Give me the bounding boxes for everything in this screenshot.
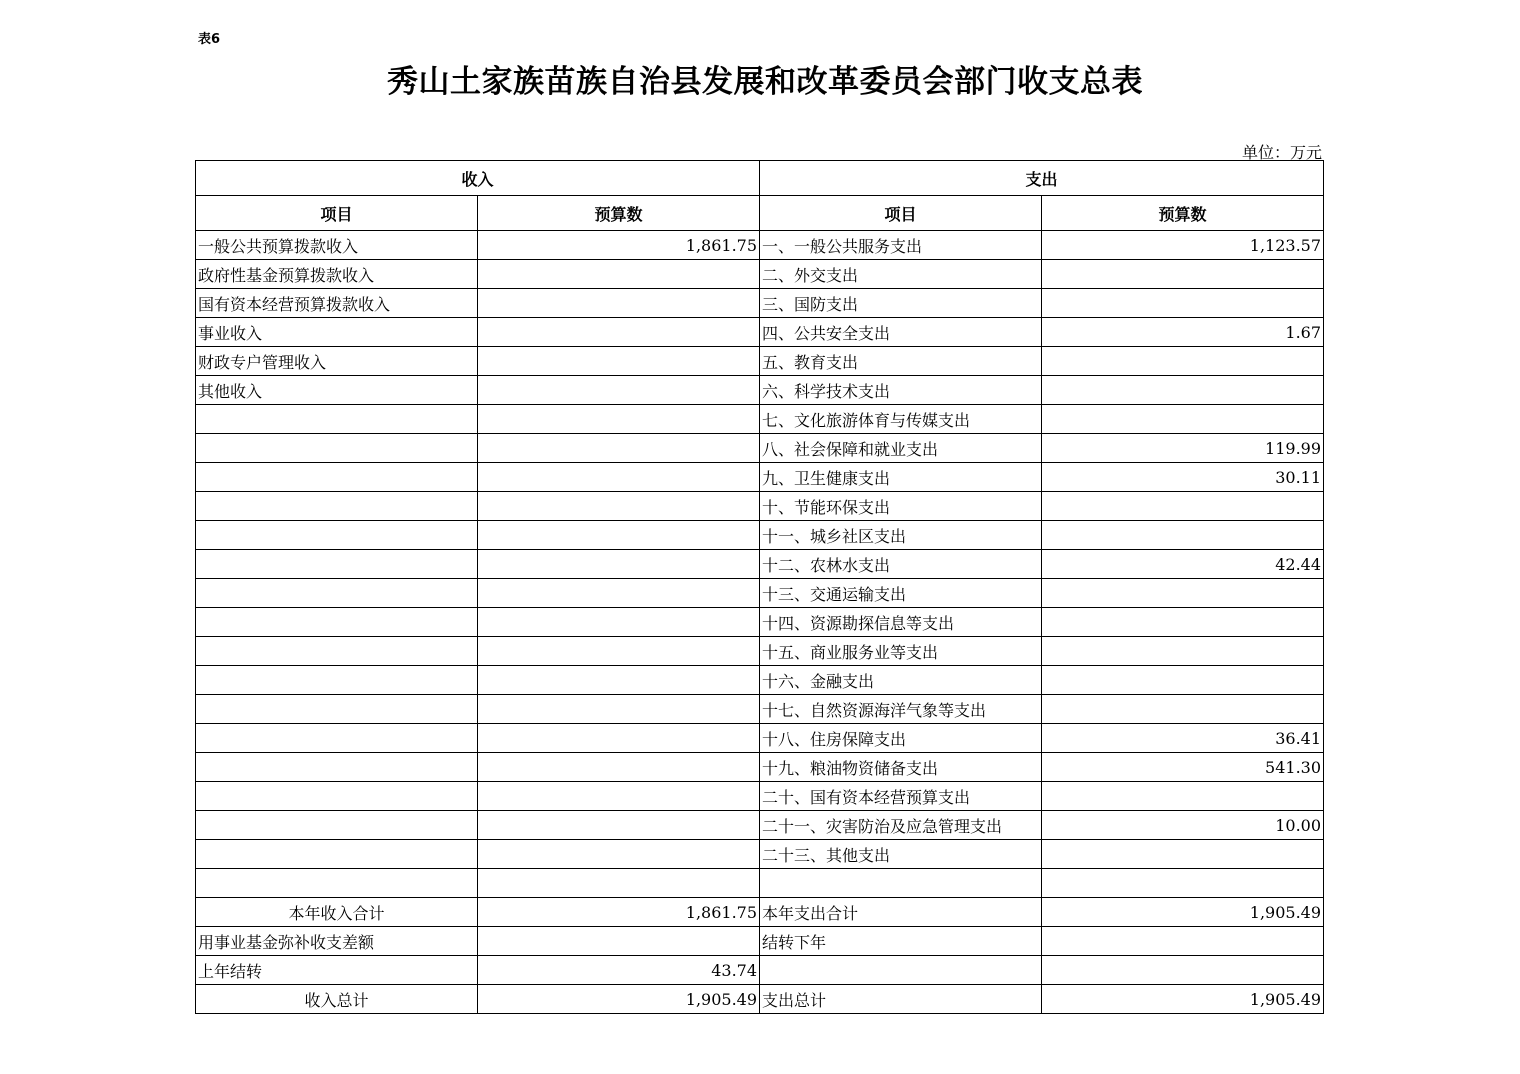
expense-item-cell: 二十三、其他支出 <box>760 840 1042 869</box>
expense-item-cell: 十四、资源勘探信息等支出 <box>760 608 1042 637</box>
income-value-cell <box>478 782 760 811</box>
expense-item-cell: 十六、金融支出 <box>760 666 1042 695</box>
income-item-cell <box>196 753 478 782</box>
expense-item-cell: 二、外交支出 <box>760 260 1042 289</box>
income-value-cell <box>478 318 760 347</box>
table-row <box>196 405 1324 434</box>
expense-value-cell <box>1042 608 1324 637</box>
income-item-cell <box>196 492 478 521</box>
expense-item-cell: 八、社会保障和就业支出 <box>760 434 1042 463</box>
expense-item-cell: 四、公共安全支出 <box>760 318 1042 347</box>
income-value-cell <box>478 579 760 608</box>
empty-cell <box>760 956 1042 985</box>
income-item-cell <box>196 579 478 608</box>
expense-value-cell <box>1042 637 1324 666</box>
income-item-cell <box>196 608 478 637</box>
expense-value-cell <box>1042 869 1324 898</box>
expense-budget-header: 预算数 <box>1042 196 1324 231</box>
expense-value-cell: 30.11 <box>1042 463 1324 492</box>
expense-item-cell: 十一、城乡社区支出 <box>760 521 1042 550</box>
expense-value-cell <box>1042 782 1324 811</box>
table-row <box>196 289 1324 318</box>
table-row <box>196 840 1324 869</box>
table-row <box>196 347 1324 376</box>
expense-item-cell: 七、文化旅游体育与传媒支出 <box>760 405 1042 434</box>
prev-carry-row <box>196 956 1324 985</box>
expense-value-cell <box>1042 666 1324 695</box>
prev-carry-label: 上年结转 <box>196 956 478 985</box>
fund-value <box>478 927 760 956</box>
expense-item-cell: 五、教育支出 <box>760 347 1042 376</box>
expense-value-cell: 541.30 <box>1042 753 1324 782</box>
income-value-cell <box>478 492 760 521</box>
fund-row <box>196 927 1324 956</box>
expense-value-cell <box>1042 260 1324 289</box>
income-value-cell <box>478 724 760 753</box>
expense-value-cell <box>1042 695 1324 724</box>
income-value-cell <box>478 637 760 666</box>
total-income-value: 1,905.49 <box>478 985 760 1014</box>
income-value-cell <box>478 463 760 492</box>
expense-value-cell <box>1042 840 1324 869</box>
table-row <box>196 434 1324 463</box>
income-item-cell <box>196 521 478 550</box>
income-budget-header: 预算数 <box>478 196 760 231</box>
income-value-cell <box>478 434 760 463</box>
year-income-label: 本年收入合计 <box>196 898 478 927</box>
expense-item-cell: 十三、交通运输支出 <box>760 579 1042 608</box>
table-row <box>196 666 1324 695</box>
income-item-cell <box>196 840 478 869</box>
income-value-cell <box>478 811 760 840</box>
income-value-cell <box>478 260 760 289</box>
income-group-header: 收入 <box>196 161 760 196</box>
table-row <box>196 724 1324 753</box>
expense-value-cell: 42.44 <box>1042 550 1324 579</box>
table-row <box>196 811 1324 840</box>
expense-value-cell <box>1042 289 1324 318</box>
fund-label: 用事业基金弥补收支差额 <box>196 927 478 956</box>
income-value-cell <box>478 840 760 869</box>
income-value-cell <box>478 869 760 898</box>
income-value-cell <box>478 289 760 318</box>
column-header-row <box>196 196 1324 231</box>
income-item-cell <box>196 782 478 811</box>
expense-item-cell: 二十、国有资本经营预算支出 <box>760 782 1042 811</box>
income-value-cell <box>478 347 760 376</box>
expense-value-cell: 119.99 <box>1042 434 1324 463</box>
income-item-cell <box>196 637 478 666</box>
table-row <box>196 318 1324 347</box>
table-row <box>196 260 1324 289</box>
income-item-cell <box>196 550 478 579</box>
income-item-cell: 其他收入 <box>196 376 478 405</box>
table-row <box>196 521 1324 550</box>
income-item-cell <box>196 695 478 724</box>
income-item-header: 项目 <box>196 196 478 231</box>
income-item-cell <box>196 463 478 492</box>
income-value-cell <box>478 405 760 434</box>
expense-item-cell: 一、一般公共服务支出 <box>760 231 1042 260</box>
expense-item-cell: 十二、农林水支出 <box>760 550 1042 579</box>
table-row <box>196 695 1324 724</box>
table-row <box>196 231 1324 260</box>
expense-item-cell: 十九、粮油物资储备支出 <box>760 753 1042 782</box>
table-row <box>196 492 1324 521</box>
expense-item-cell: 三、国防支出 <box>760 289 1042 318</box>
expense-value-cell <box>1042 492 1324 521</box>
income-value-cell <box>478 376 760 405</box>
table-row <box>196 463 1324 492</box>
year-income-value: 1,861.75 <box>478 898 760 927</box>
income-item-cell <box>196 869 478 898</box>
carry-next-label: 结转下年 <box>760 927 1042 956</box>
expense-value-cell: 36.41 <box>1042 724 1324 753</box>
expense-value-cell <box>1042 405 1324 434</box>
income-item-cell: 财政专户管理收入 <box>196 347 478 376</box>
year-expense-label: 本年支出合计 <box>760 898 1042 927</box>
table-row <box>196 579 1324 608</box>
expense-item-cell: 二十一、灾害防治及应急管理支出 <box>760 811 1042 840</box>
year-total-row <box>196 898 1324 927</box>
table-row <box>196 608 1324 637</box>
income-item-cell <box>196 666 478 695</box>
expense-item-cell <box>760 869 1042 898</box>
income-item-cell: 政府性基金预算拨款收入 <box>196 260 478 289</box>
page-title: 秀山土家族苗族自治县发展和改革委员会部门收支总表 <box>387 64 1143 100</box>
table-row <box>196 376 1324 405</box>
expense-value-cell: 1,123.57 <box>1042 231 1324 260</box>
income-value-cell: 1,861.75 <box>478 231 760 260</box>
expense-group-header: 支出 <box>760 161 1324 196</box>
unit-label: 单位：万元 <box>1241 143 1322 162</box>
expense-value-cell <box>1042 347 1324 376</box>
income-item-cell <box>196 724 478 753</box>
income-value-cell <box>478 695 760 724</box>
expense-value-cell <box>1042 579 1324 608</box>
expense-item-cell: 十七、自然资源海洋气象等支出 <box>760 695 1042 724</box>
expense-value-cell: 10.00 <box>1042 811 1324 840</box>
expense-item-cell: 十、节能环保支出 <box>760 492 1042 521</box>
income-item-cell: 一般公共预算拨款收入 <box>196 231 478 260</box>
total-expense-value: 1,905.49 <box>1042 985 1324 1014</box>
carry-next-value <box>1042 927 1324 956</box>
table-row <box>196 782 1324 811</box>
expense-value-cell <box>1042 521 1324 550</box>
table-row <box>196 637 1324 666</box>
total-income-label: 收入总计 <box>196 985 478 1014</box>
income-value-cell <box>478 666 760 695</box>
income-value-cell <box>478 521 760 550</box>
year-expense-value: 1,905.49 <box>1042 898 1324 927</box>
group-header-row <box>196 161 1324 196</box>
expense-value-cell <box>1042 376 1324 405</box>
table-row <box>196 869 1324 898</box>
budget-table <box>195 160 1324 1014</box>
income-value-cell <box>478 608 760 637</box>
empty-cell <box>1042 956 1324 985</box>
table-row <box>196 753 1324 782</box>
expense-item-cell: 六、科学技术支出 <box>760 376 1042 405</box>
expense-item-cell: 十八、住房保障支出 <box>760 724 1042 753</box>
prev-carry-value: 43.74 <box>478 956 760 985</box>
expense-item-cell: 九、卫生健康支出 <box>760 463 1042 492</box>
income-value-cell <box>478 550 760 579</box>
table-number: 表6 <box>198 32 221 47</box>
income-value-cell <box>478 753 760 782</box>
income-item-cell: 事业收入 <box>196 318 478 347</box>
total-expense-label: 支出总计 <box>760 985 1042 1014</box>
income-item-cell <box>196 405 478 434</box>
income-item-cell: 国有资本经营预算拨款收入 <box>196 289 478 318</box>
income-item-cell <box>196 434 478 463</box>
expense-item-cell: 十五、商业服务业等支出 <box>760 637 1042 666</box>
income-item-cell <box>196 811 478 840</box>
expense-value-cell: 1.67 <box>1042 318 1324 347</box>
expense-item-header: 项目 <box>760 196 1042 231</box>
table-row <box>196 550 1324 579</box>
grand-total-row <box>196 985 1324 1014</box>
